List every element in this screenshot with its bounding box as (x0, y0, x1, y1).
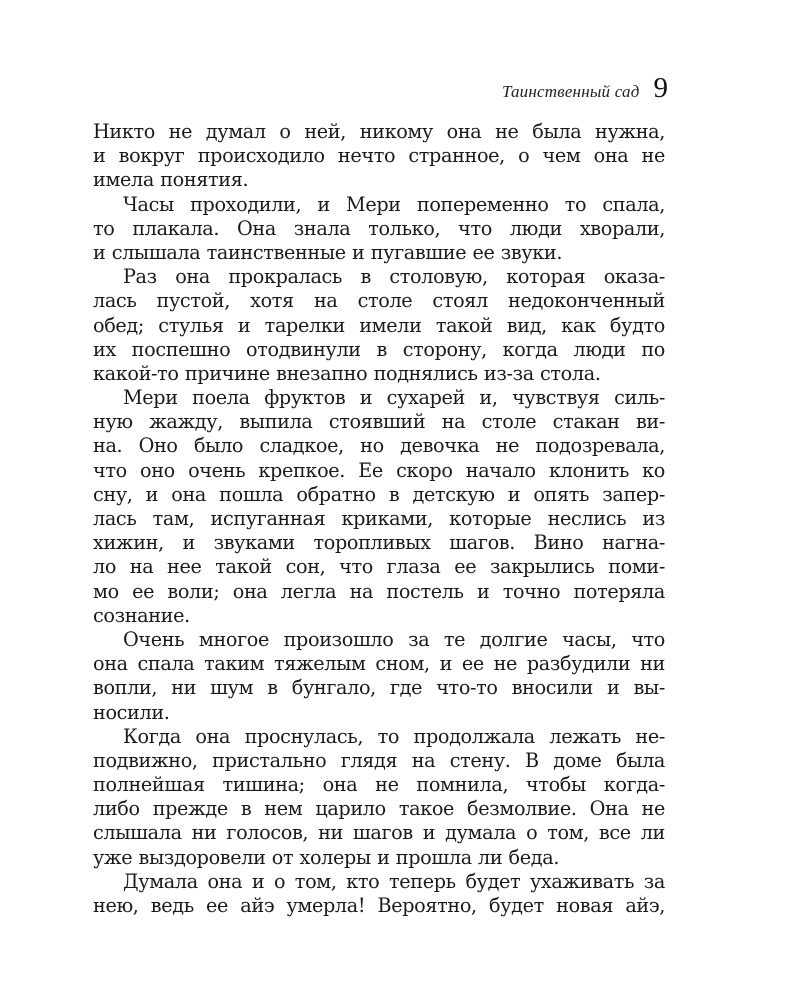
text-line: хижин, и звуками торопливых шагов. Вино нагна- (93, 531, 665, 555)
text-line: обед; стулья и тарелки имели такой вид, как будто (93, 313, 665, 337)
text-line: сну, и она пошла обратно в детскую и опять запер- (93, 482, 665, 506)
text-line: сознание. (93, 603, 190, 627)
text-line: какой-то причине внезапно поднялись из-за стола. (93, 361, 601, 385)
text-line: на. Оно было сладкое, но девочка не подозревала, (93, 434, 665, 458)
text-line: полнейшая тишина; она не помнила, чтобы когда- (93, 773, 665, 797)
text-line: она спала таким тяжелым сном, и ее не разбудили ни (93, 652, 665, 676)
text-line: Очень многое произошло за те долгие часы, что (123, 627, 665, 651)
text-line: либо прежде в нем царило такое безмолвие. Она не (93, 797, 665, 821)
page-number: 9 (653, 72, 668, 104)
text-line: их поспешно отодвинули в сторону, когда люди по (93, 337, 665, 361)
running-header (502, 74, 668, 103)
text-line: носили. (93, 700, 170, 724)
text-line: нею, ведь ее айэ умерла! Вероятно, будет новая айэ, (93, 894, 665, 917)
text-line: лась пустой, хотя на столе стоял недоконченный (93, 289, 665, 313)
text-line: и слышала таинственные и пугавшие ее звуки. (93, 240, 563, 264)
body-text (93, 120, 665, 918)
text-line: Когда она проснулась, то продолжала лежать не- (123, 724, 665, 748)
text-line: уже выздоровели от холеры и прошла ли беда. (93, 845, 560, 869)
text-line: подвижно, пристально глядя на стену. В доме была (93, 748, 665, 772)
text-line: то плакала. Она знала только, что люди хворали, (93, 216, 665, 240)
text-line: Никто не думал о ней, никому она не была нужна, (93, 120, 665, 143)
text-line: Часы проходили, и Мери попеременно то спала, (123, 192, 665, 216)
text-line: вопли, ни шум в бунгало, где что-то вносили и вы- (93, 676, 665, 700)
text-line: Думала она и о том, кто теперь будет ухаживать за (123, 869, 665, 893)
text-line: ную жажду, выпила стоявший на столе стакан ви- (93, 410, 665, 434)
text-line: Мери поела фруктов и сухарей и, чувствуя силь- (123, 386, 665, 410)
running-title: Таинственный сад (501, 82, 640, 101)
text-line: Раз она прокралась в столовую, которая оказа- (123, 265, 665, 289)
text-line: лась там, испуганная криками, которые неслись из (93, 507, 665, 530)
text-line: ло на нее такой сон, что глаза ее закрылись поми- (93, 555, 665, 579)
text-line: что оно очень крепкое. Ее скоро начало клонить ко (93, 458, 665, 482)
text-line: и вокруг происходило нечто странное, о чем она не (93, 144, 665, 168)
text-line: имела понятия. (93, 168, 249, 192)
text-line: мо ее воли; она легла на постель и точно потеряла (93, 579, 665, 603)
text-line: слышала ни голосов, ни шагов и думала о том, все ли (93, 821, 665, 845)
